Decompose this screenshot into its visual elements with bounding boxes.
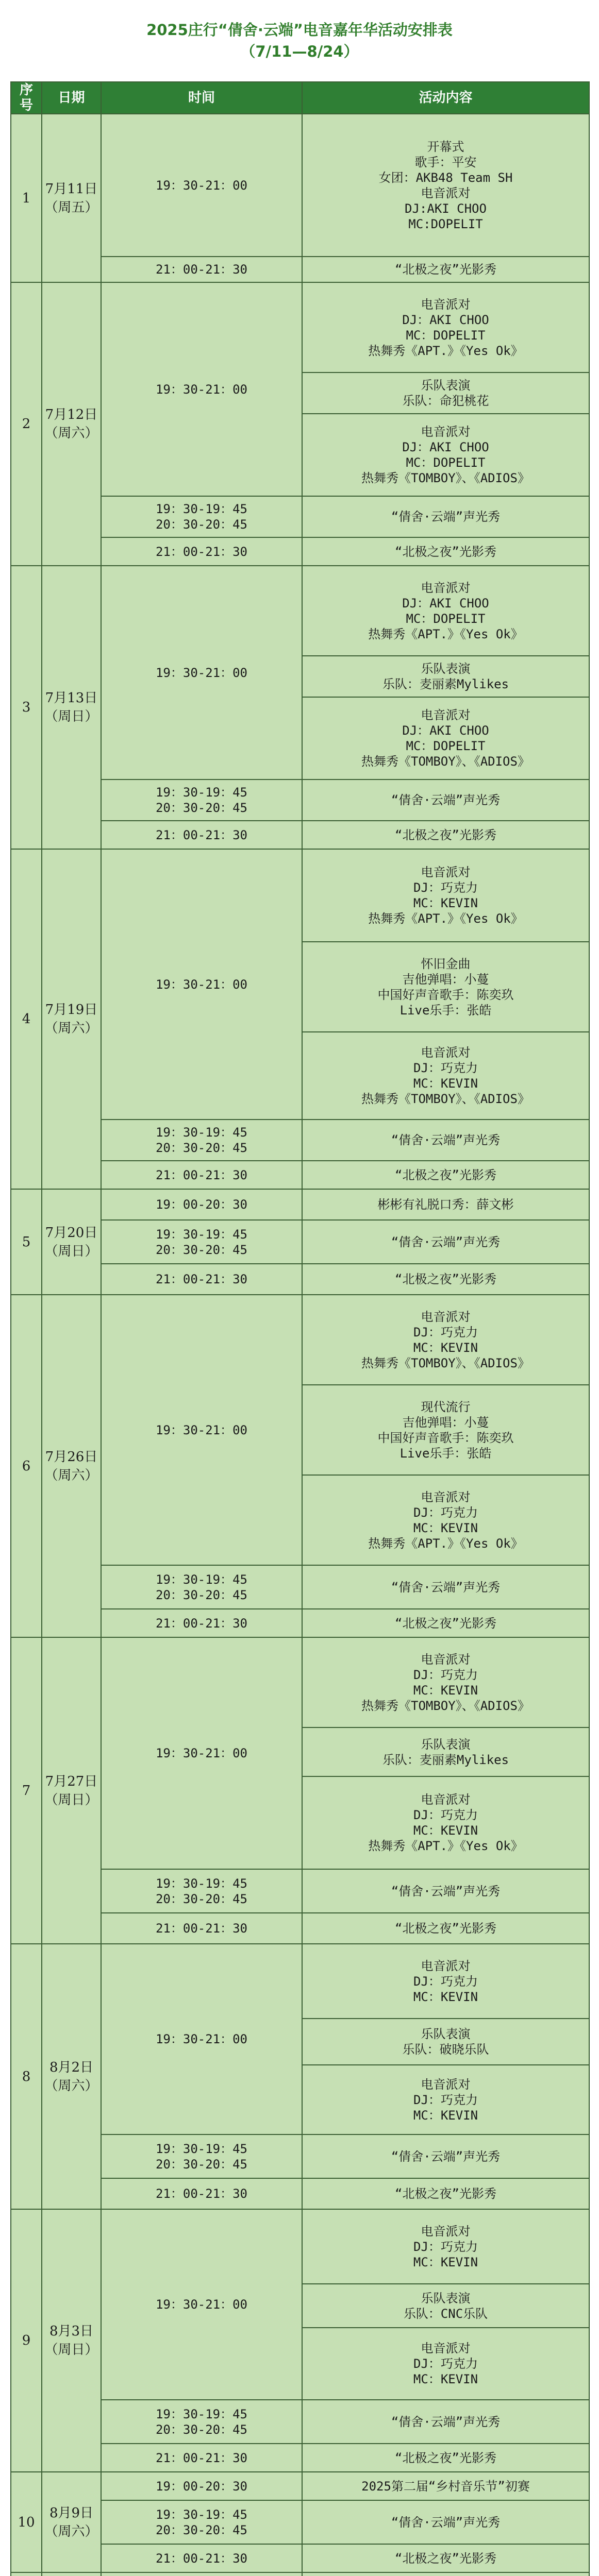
content-cell bbox=[302, 2400, 589, 2444]
date-cell bbox=[42, 1295, 101, 1637]
content-cell bbox=[302, 1161, 589, 1189]
text-line: “北极之夜”光影秀 bbox=[395, 2187, 496, 2201]
time-line: 19：30-19：45 bbox=[155, 1876, 248, 1891]
seq-cell: 4 bbox=[11, 849, 42, 1189]
time-line: 20：30-20：45 bbox=[155, 1587, 248, 1602]
text-line: 中国好声音歌手：陈奕玖 bbox=[377, 1430, 514, 1445]
time-line: 19：30-21：00 bbox=[155, 2297, 248, 2312]
time-line: 21：00-21：30 bbox=[155, 2187, 248, 2201]
table-row bbox=[11, 282, 589, 372]
text-line: 热舞秀《APT.》《Yes Ok》 bbox=[368, 626, 523, 641]
text-line: 乐队：破晓乐队 bbox=[402, 2042, 489, 2057]
text-line: （周六） bbox=[44, 2523, 98, 2539]
text-line: 8月3日 bbox=[49, 2324, 94, 2339]
time-line: 21：00-21：30 bbox=[155, 1272, 248, 1286]
seq-cell: 7 bbox=[11, 1637, 42, 1944]
time-line: 19：30-21：00 bbox=[155, 665, 248, 680]
content-cell bbox=[302, 1264, 589, 1295]
time-cell bbox=[101, 1161, 302, 1189]
text-line: 乐队表演 bbox=[421, 1737, 471, 1752]
time-cell bbox=[101, 1220, 302, 1264]
time-cell bbox=[101, 1264, 302, 1295]
header-date: 日期 bbox=[42, 82, 101, 114]
content-cell bbox=[302, 257, 589, 282]
text-line: MC:DOPELIT bbox=[408, 216, 483, 231]
text-line: 电音派对 bbox=[421, 425, 471, 439]
text-line: 电音派对 bbox=[421, 1045, 471, 1060]
text-line: 热舞秀《APT.》《Yes Ok》 bbox=[368, 343, 523, 358]
content-cell bbox=[302, 114, 589, 257]
content-cell bbox=[302, 2500, 589, 2544]
schedule-body bbox=[11, 114, 589, 2576]
text-line: 热舞秀《APT.》《Yes Ok》 bbox=[368, 911, 523, 926]
text-line: 7月12日 bbox=[45, 407, 98, 422]
content-cell bbox=[302, 2209, 589, 2284]
page-title: 2025庄行“倩舍·云端”电音嘉年华活动安排表 bbox=[146, 21, 453, 39]
time-line: 19：30-21：00 bbox=[155, 1746, 248, 1760]
table-row bbox=[11, 2472, 589, 2500]
time-cell bbox=[101, 821, 302, 849]
time-cell bbox=[101, 2444, 302, 2472]
date-cell bbox=[42, 2472, 101, 2572]
text-line: （周日） bbox=[44, 709, 98, 724]
content-cell bbox=[302, 2019, 589, 2065]
text-line: 7月27日 bbox=[45, 1773, 98, 1789]
text-line: 乐队：命犯桃花 bbox=[402, 394, 489, 408]
text-line: 吉他弹唱：小蔓 bbox=[402, 972, 489, 987]
text-line: “倩舍·云端”声光秀 bbox=[391, 1234, 501, 1249]
content-cell bbox=[302, 537, 589, 566]
text-line: MC：KEVIN bbox=[413, 1076, 478, 1091]
time-cell bbox=[101, 2134, 302, 2178]
text-line: 中国好声音歌手：陈奕玖 bbox=[377, 987, 514, 1002]
text-line: 电音派对 bbox=[421, 708, 471, 722]
text-line: 开幕式 bbox=[427, 139, 464, 154]
text-line: DJ：AKI CHOO bbox=[402, 312, 489, 327]
text-line: MC：KEVIN bbox=[413, 2372, 478, 2386]
content-cell bbox=[302, 2572, 589, 2576]
seq-cell bbox=[11, 2572, 42, 2576]
text-line: Live乐手：张皓 bbox=[400, 1003, 492, 1018]
text-line: （周六） bbox=[44, 2078, 98, 2094]
content-cell bbox=[302, 821, 589, 849]
time-line: 19：30-19：45 bbox=[155, 1227, 248, 1242]
text-line: MC：KEVIN bbox=[413, 1683, 478, 1698]
time-cell bbox=[101, 1637, 302, 1869]
time-cell bbox=[101, 114, 302, 257]
table-row bbox=[11, 1637, 589, 1727]
time-cell bbox=[101, 282, 302, 496]
text-line: MC：KEVIN bbox=[413, 1823, 478, 1838]
text-line: MC：DOPELIT bbox=[406, 455, 486, 470]
text-line: （周六） bbox=[44, 426, 98, 441]
content-cell bbox=[302, 1944, 589, 2019]
table-row bbox=[11, 566, 589, 656]
content-cell bbox=[302, 1727, 589, 1776]
table-row bbox=[11, 849, 589, 942]
date-cell bbox=[42, 1944, 101, 2209]
content-cell bbox=[302, 1032, 589, 1120]
content-cell bbox=[302, 2178, 589, 2209]
time-cell bbox=[101, 2544, 302, 2572]
text-line: DJ：巧克力 bbox=[413, 2092, 478, 2107]
text-line: MC：DOPELIT bbox=[406, 739, 486, 753]
text-line: 电音派对 bbox=[421, 1309, 471, 1324]
text-line: 8月2日 bbox=[49, 2059, 94, 2075]
text-line: 电音派对 bbox=[421, 2341, 471, 2355]
time-cell bbox=[101, 2472, 302, 2500]
date-cell bbox=[42, 282, 101, 566]
text-line: DJ:AKI CHOO bbox=[405, 201, 487, 216]
text-line: 电音派对 bbox=[421, 1958, 471, 1973]
text-line: MC：KEVIN bbox=[413, 1989, 478, 2004]
text-line: 7月19日 bbox=[45, 1002, 98, 1018]
date-cell bbox=[42, 566, 101, 849]
date-cell bbox=[42, 2209, 101, 2472]
text-line: DJ：巧克力 bbox=[413, 1667, 478, 1682]
text-line: “倩舍·云端”声光秀 bbox=[391, 2515, 501, 2530]
content-cell bbox=[302, 1565, 589, 1609]
seq-cell: 6 bbox=[11, 1295, 42, 1637]
table-row bbox=[11, 114, 589, 257]
seq-cell: 9 bbox=[11, 2209, 42, 2472]
time-line: 19：30-21：00 bbox=[155, 178, 248, 193]
content-cell bbox=[302, 656, 589, 697]
content-cell bbox=[302, 697, 589, 779]
content-cell bbox=[302, 1295, 589, 1385]
time-cell bbox=[101, 537, 302, 566]
date-cell bbox=[42, 849, 101, 1189]
text-line: DJ：巧克力 bbox=[413, 1061, 478, 1075]
table-row bbox=[11, 2572, 589, 2576]
text-line: DJ：AKI CHOO bbox=[402, 723, 489, 738]
time-cell bbox=[101, 1609, 302, 1637]
content-cell bbox=[302, 1385, 589, 1475]
text-line: MC：KEVIN bbox=[413, 2255, 478, 2269]
text-line: 7月20日 bbox=[45, 1225, 98, 1241]
time-cell bbox=[101, 2400, 302, 2444]
text-line: 7月11日 bbox=[45, 181, 98, 197]
text-line: 热舞秀《TOMBOY》、《ADIOS》 bbox=[361, 471, 530, 485]
text-line: 电音派对 bbox=[421, 1652, 471, 1667]
table-row bbox=[11, 1944, 589, 2019]
content-cell bbox=[302, 1869, 589, 1913]
seq-cell: 1 bbox=[11, 114, 42, 282]
time-line: 19：00-20：30 bbox=[155, 2479, 248, 2494]
text-line: “倩舍·云端”声光秀 bbox=[391, 1133, 501, 1147]
time-cell bbox=[101, 2572, 302, 2576]
text-line: “北极之夜”光影秀 bbox=[395, 827, 496, 842]
text-line: MC：KEVIN bbox=[413, 1520, 478, 1535]
text-line: MC：KEVIN bbox=[413, 2108, 478, 2123]
table-row bbox=[11, 2209, 589, 2284]
content-cell bbox=[302, 1120, 589, 1161]
content-cell bbox=[302, 1609, 589, 1637]
text-line: DJ：巧克力 bbox=[413, 1808, 478, 1822]
text-line: 热舞秀《TOMBOY》、《ADIOS》 bbox=[361, 1355, 530, 1370]
text-line: “倩舍·云端”声光秀 bbox=[391, 2414, 501, 2429]
time-line: 19：30-19：45 bbox=[155, 502, 248, 516]
time-cell bbox=[101, 1913, 302, 1944]
content-cell bbox=[302, 282, 589, 372]
content-cell bbox=[302, 414, 589, 496]
time-line: 20：30-20：45 bbox=[155, 801, 248, 815]
text-line: 电音派对 bbox=[421, 865, 471, 879]
content-cell bbox=[302, 2328, 589, 2400]
page-subtitle: （7/11—8/24） bbox=[240, 43, 359, 60]
time-line: 21：00-21：30 bbox=[155, 2551, 248, 2566]
text-line: “倩舍·云端”声光秀 bbox=[391, 793, 501, 807]
date-cell bbox=[42, 114, 101, 282]
text-line: 7月13日 bbox=[45, 690, 98, 706]
text-line: 电音派对 bbox=[421, 1792, 471, 1807]
text-line: MC：KEVIN bbox=[413, 1340, 478, 1355]
content-cell bbox=[302, 2472, 589, 2500]
text-line: 乐队表演 bbox=[421, 2027, 471, 2041]
text-line: “北极之夜”光影秀 bbox=[395, 1167, 496, 1182]
time-line: 21：00-21：30 bbox=[155, 544, 248, 559]
text-line: “北极之夜”光影秀 bbox=[395, 1921, 496, 1936]
seq-cell: 2 bbox=[11, 282, 42, 566]
text-line: 女团：AKB48 Team SH bbox=[378, 170, 513, 185]
text-line: DJ：AKI CHOO bbox=[402, 440, 489, 454]
date-cell bbox=[42, 1637, 101, 1944]
time-line: 19：30-19：45 bbox=[155, 2507, 248, 2522]
content-cell bbox=[302, 2134, 589, 2178]
content-cell bbox=[302, 372, 589, 414]
text-line: 乐队表演 bbox=[421, 378, 471, 393]
time-line: 19：30-19：45 bbox=[155, 785, 248, 800]
time-line: 21：00-21：30 bbox=[155, 1921, 248, 1936]
header-content: 活动内容 bbox=[302, 82, 589, 114]
text-line: 电音派对 bbox=[421, 2077, 471, 2092]
text-line: MC：KEVIN bbox=[413, 896, 478, 910]
time-cell bbox=[101, 1565, 302, 1609]
time-cell bbox=[101, 1944, 302, 2134]
time-cell bbox=[101, 257, 302, 282]
content-cell bbox=[302, 2544, 589, 2572]
text-line: DJ：巧克力 bbox=[413, 1505, 478, 1520]
text-line: “倩舍·云端”声光秀 bbox=[391, 1580, 501, 1595]
time-cell bbox=[101, 2178, 302, 2209]
text-line: DJ：AKI CHOO bbox=[402, 596, 489, 611]
content-cell bbox=[302, 1913, 589, 1944]
text-line: 乐队：麦丽素Mylikes bbox=[382, 677, 509, 691]
time-cell bbox=[101, 849, 302, 1120]
text-line: DJ：巧克力 bbox=[413, 1974, 478, 1989]
content-cell bbox=[302, 1220, 589, 1264]
content-cell bbox=[302, 1189, 589, 1220]
text-line: （周五） bbox=[44, 199, 98, 215]
text-line: DJ：巧克力 bbox=[413, 880, 478, 895]
table-header-row bbox=[11, 82, 589, 114]
time-line: 19：30-21：00 bbox=[155, 2032, 248, 2046]
text-line: 乐队表演 bbox=[421, 2291, 471, 2306]
text-line: “倩舍·云端”声光秀 bbox=[391, 2149, 501, 2164]
text-line: 乐队：CNC乐队 bbox=[403, 2306, 488, 2321]
time-line: 19：30-19：45 bbox=[155, 2141, 248, 2156]
time-line: 21：00-21：30 bbox=[155, 1616, 248, 1631]
time-line: 19：00-20：30 bbox=[155, 1197, 248, 1212]
time-line: 20：30-20：45 bbox=[155, 2422, 248, 2437]
content-cell bbox=[302, 2444, 589, 2472]
content-cell bbox=[302, 1637, 589, 1727]
text-line: （周六） bbox=[44, 1021, 98, 1036]
text-line: 2025第二届“乡村音乐节”初赛 bbox=[361, 2479, 530, 2494]
text-line: 8月9日 bbox=[49, 2505, 94, 2521]
text-line: 彬彬有礼脱口秀：薛文彬 bbox=[377, 1197, 514, 1212]
content-cell bbox=[302, 942, 589, 1032]
time-cell bbox=[101, 1295, 302, 1565]
time-line: 19：30-21：00 bbox=[155, 382, 248, 397]
text-line: “北极之夜”光影秀 bbox=[395, 1616, 496, 1631]
time-line: 20：30-20：45 bbox=[155, 1141, 248, 1155]
time-cell bbox=[101, 2500, 302, 2544]
time-line: 20：30-20：45 bbox=[155, 1242, 248, 1257]
time-line: 20：30-20：45 bbox=[155, 517, 248, 532]
time-line: 21：00-21：30 bbox=[155, 262, 248, 277]
time-cell bbox=[101, 779, 302, 821]
text-line: 热舞秀《TOMBOY》、《ADIOS》 bbox=[361, 1698, 530, 1713]
text-line: MC：DOPELIT bbox=[406, 611, 486, 626]
time-line: 19：30-19：45 bbox=[155, 1572, 248, 1587]
seq-cell: 3 bbox=[11, 566, 42, 849]
content-cell bbox=[302, 1776, 589, 1869]
time-line: 19：30-21：00 bbox=[155, 1422, 248, 1437]
text-line: Live乐手：张皓 bbox=[400, 1446, 492, 1461]
time-cell bbox=[101, 1189, 302, 1220]
date-cell bbox=[42, 1189, 101, 1295]
seq-cell: 5 bbox=[11, 1189, 42, 1295]
content-cell bbox=[302, 496, 589, 537]
time-line: 21：00-21：30 bbox=[155, 1167, 248, 1182]
table-row bbox=[11, 1295, 589, 1385]
header-time: 时间 bbox=[101, 82, 302, 114]
text-line: “倩舍·云端”声光秀 bbox=[391, 510, 501, 524]
content-cell bbox=[302, 2065, 589, 2134]
text-line: 电音派对 bbox=[421, 1489, 471, 1504]
text-line: 热舞秀《TOMBOY》、《ADIOS》 bbox=[361, 1092, 530, 1106]
text-line: “北极之夜”光影秀 bbox=[395, 2450, 496, 2465]
text-line: “北极之夜”光影秀 bbox=[395, 2551, 496, 2566]
time-line: 20：30-20：45 bbox=[155, 2522, 248, 2537]
time-line: 19：30-19：45 bbox=[155, 2406, 248, 2421]
date-cell bbox=[42, 2572, 101, 2576]
time-line: 21：00-21：30 bbox=[155, 2450, 248, 2465]
text-line: DJ：巧克力 bbox=[413, 2239, 478, 2254]
content-cell bbox=[302, 779, 589, 821]
content-cell bbox=[302, 1475, 589, 1565]
text-line: 电音派对 bbox=[421, 297, 471, 312]
text-line: 电音派对 bbox=[421, 185, 471, 200]
text-line: （周日） bbox=[44, 1243, 98, 1259]
time-line: 19：30-21：00 bbox=[155, 977, 248, 992]
text-line: 乐队表演 bbox=[421, 662, 471, 676]
text-line: 吉他弹唱：小蔓 bbox=[402, 1415, 489, 1430]
time-cell bbox=[101, 1869, 302, 1913]
time-cell bbox=[101, 566, 302, 779]
content-cell bbox=[302, 566, 589, 656]
text-line: 7月26日 bbox=[45, 1449, 98, 1465]
schedule-table bbox=[10, 81, 590, 2576]
text-line: DJ：巧克力 bbox=[413, 2357, 478, 2371]
text-line: 电音派对 bbox=[421, 580, 471, 595]
text-line: 电音派对 bbox=[421, 2224, 471, 2239]
time-cell bbox=[101, 496, 302, 537]
text-line: DJ：巧克力 bbox=[413, 1325, 478, 1340]
text-line: 热舞秀《APT.》《Yes Ok》 bbox=[368, 1536, 523, 1551]
content-cell bbox=[302, 2284, 589, 2328]
content-cell bbox=[302, 849, 589, 942]
text-line: （周日） bbox=[44, 2342, 98, 2358]
text-line: 歌手：平安 bbox=[414, 155, 477, 170]
time-line: 19：30-19：45 bbox=[155, 1125, 248, 1140]
text-line: MC：DOPELIT bbox=[406, 328, 486, 343]
time-line: 21：00-21：30 bbox=[155, 827, 248, 842]
text-line: “倩舍·云端”声光秀 bbox=[391, 1884, 501, 1899]
time-line: 20：30-20：45 bbox=[155, 2157, 248, 2172]
table-row bbox=[11, 1189, 589, 1220]
time-cell bbox=[101, 2209, 302, 2400]
time-line: 20：30-20：45 bbox=[155, 1891, 248, 1906]
time-cell bbox=[101, 1120, 302, 1161]
header-seq: 序号 bbox=[11, 82, 42, 114]
text-line: 热舞秀《TOMBOY》、《ADIOS》 bbox=[361, 754, 530, 769]
text-line: “北极之夜”光影秀 bbox=[395, 262, 496, 277]
text-line: （周六） bbox=[44, 1467, 98, 1483]
seq-cell: 10 bbox=[11, 2472, 42, 2572]
text-line: 热舞秀《APT.》《Yes Ok》 bbox=[368, 1839, 523, 1853]
text-line: 乐队：麦丽素Mylikes bbox=[382, 1752, 509, 1767]
text-line: 怀旧金曲 bbox=[421, 956, 471, 971]
seq-cell: 8 bbox=[11, 1944, 42, 2209]
text-line: （周日） bbox=[44, 1792, 98, 1808]
text-line: 现代流行 bbox=[421, 1399, 471, 1414]
text-line: “北极之夜”光影秀 bbox=[395, 544, 496, 559]
text-line: “北极之夜”光影秀 bbox=[395, 1272, 496, 1286]
